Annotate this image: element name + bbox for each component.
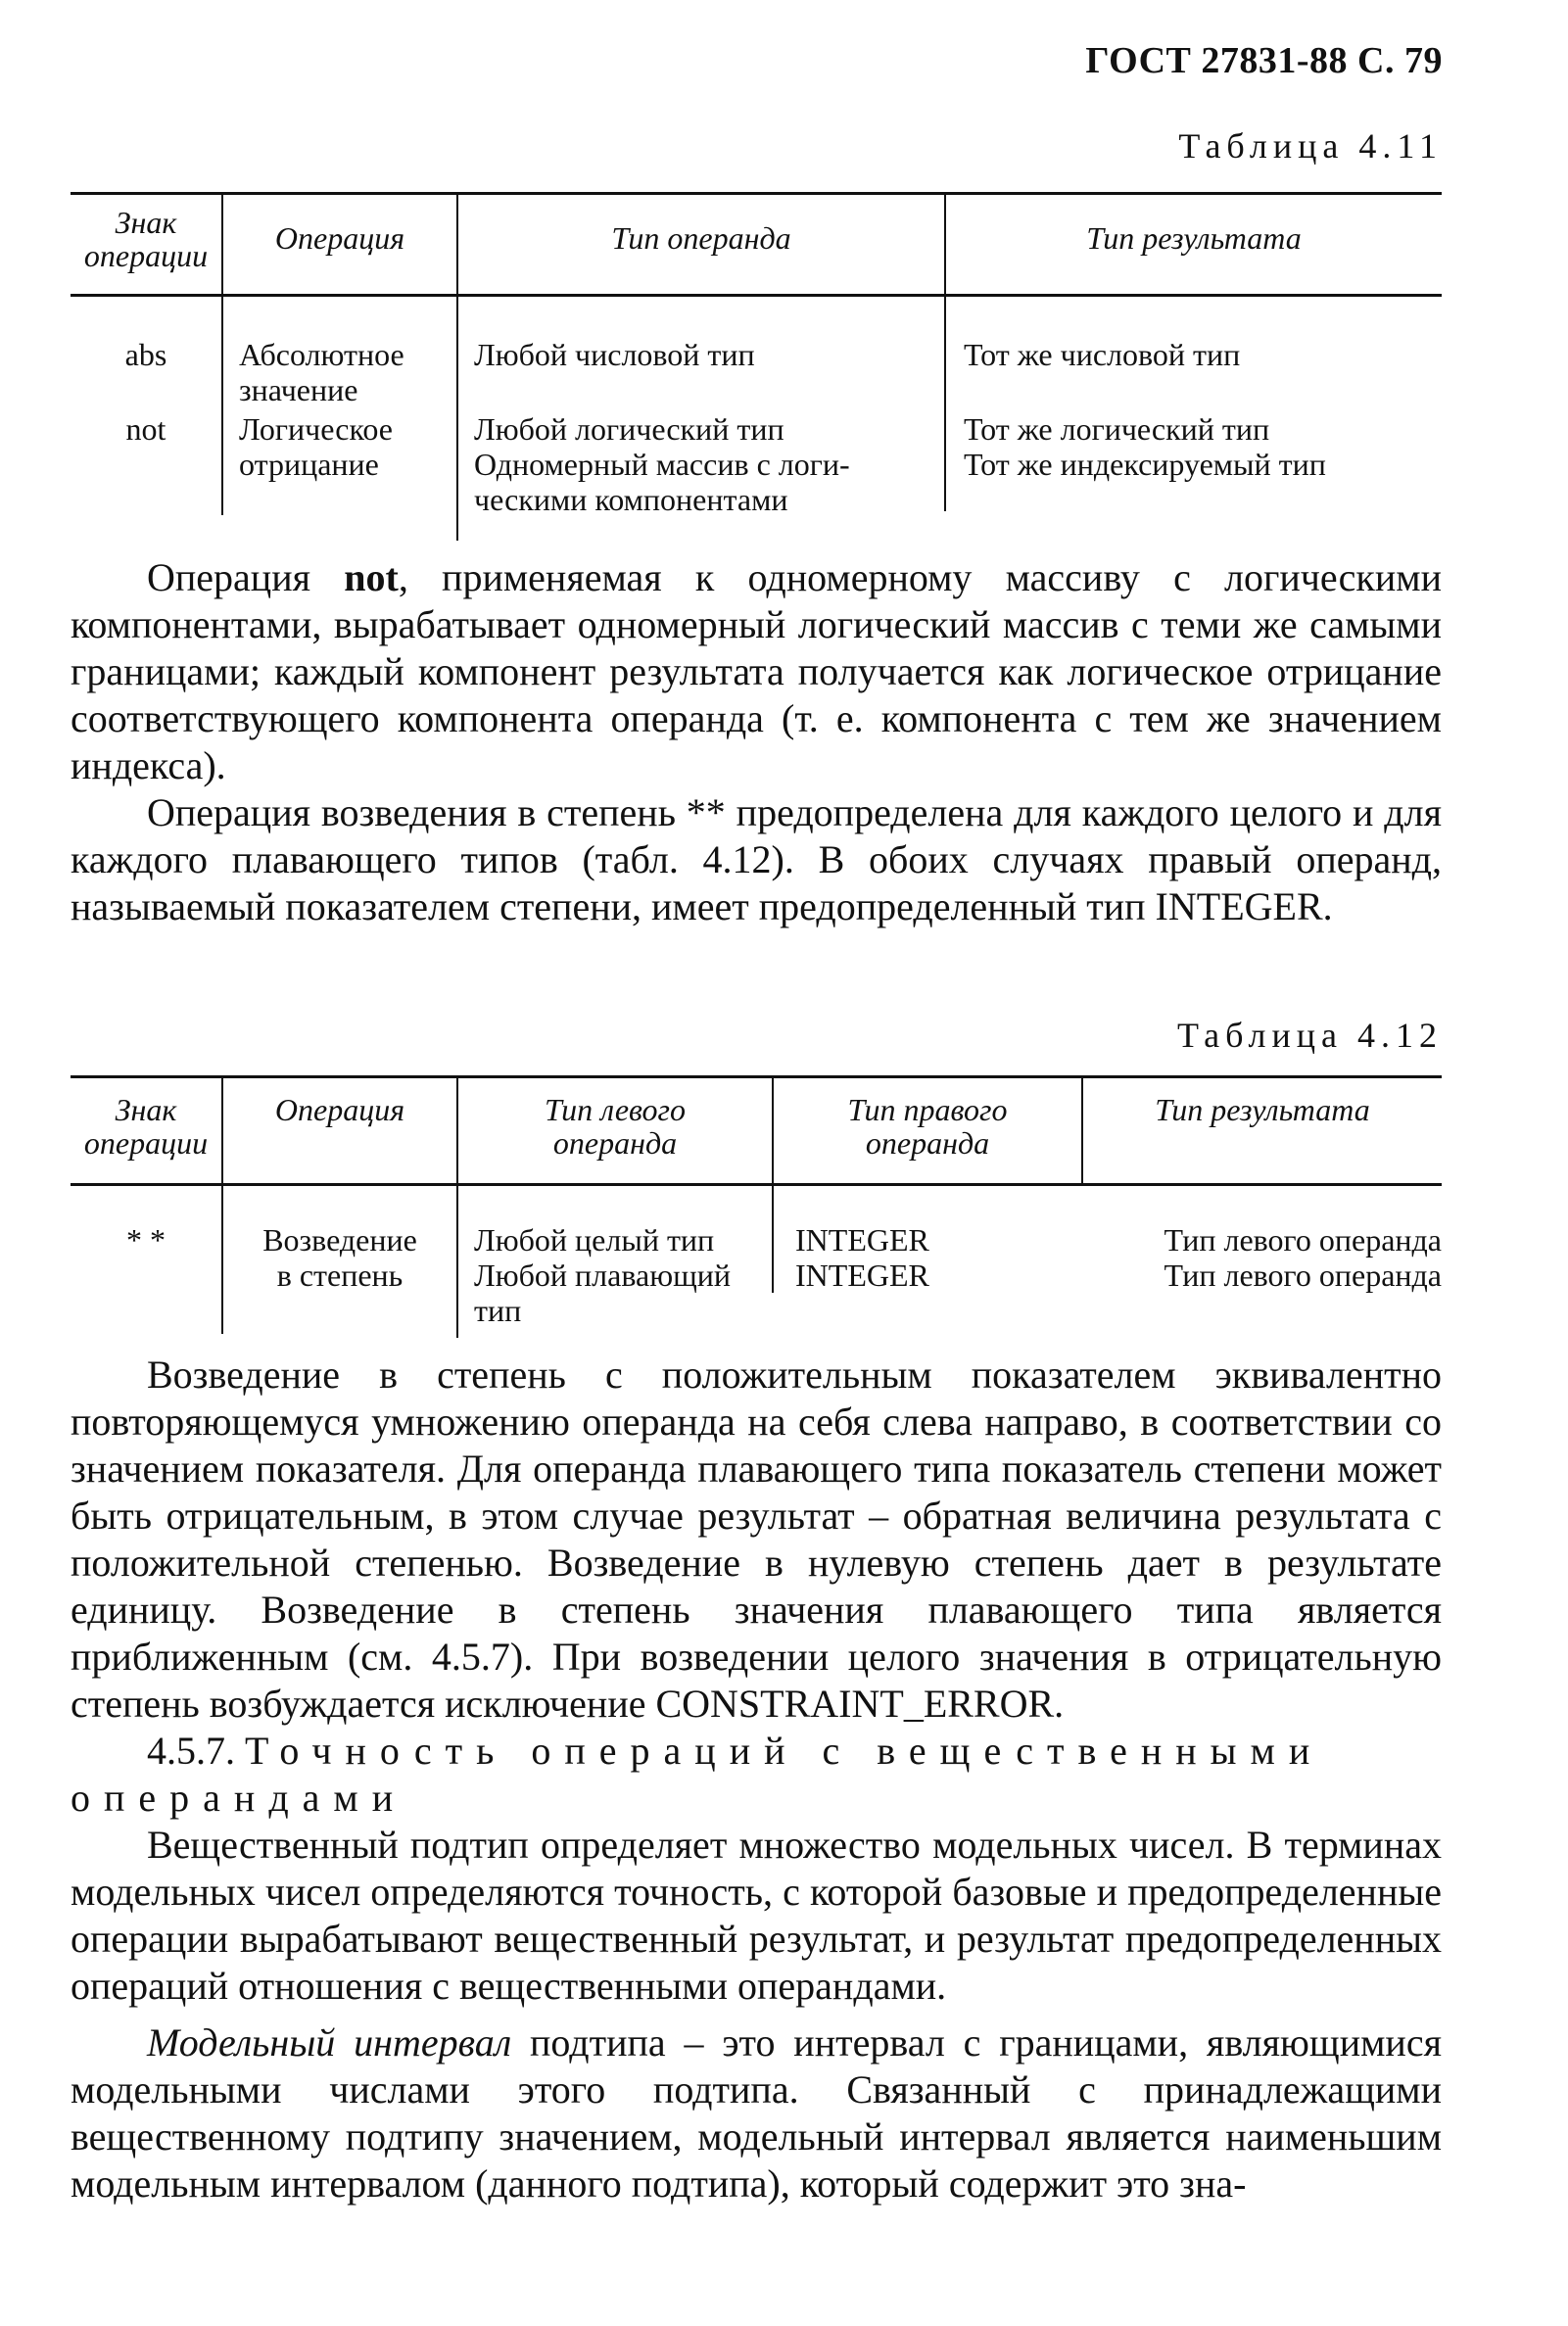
table-4-12 [71,1075,1442,1340]
table-cell-sign: abs [124,337,167,372]
table-header-rule [71,1183,1442,1186]
column-header-operation: Операция [274,220,405,256]
column-header-sign: Знак операции [83,1092,209,1161]
paragraph-text: подтипа – это интервал с границами, являющимися модельными числами этого подтипа. Связанный с принадлежащими вещественному подтипу значением, модельный интервал является наименьшим модельным интервалом (данного подтипа), который содержит это зна- [71,2020,1442,2206]
table-4-12-caption: Таблица 4.12 [1177,1016,1443,1055]
table-cell-result-type: Тот же числовой тип [964,337,1241,372]
table-cell-result-type: Тот же логический тип Тот же индексируемый тип [964,411,1326,482]
table-header-rule [71,294,1442,297]
column-header-left-operand: Тип левого операнда [545,1092,686,1161]
page-header: ГОСТ 27831-88 С. 79 [1085,40,1443,81]
table-cell-sign: not [125,411,166,447]
body-text-block-1 [71,554,1442,930]
column-header-sign: Знак операции [83,205,209,273]
table-cell-right-operand: INTEGER INTEGER [795,1222,929,1293]
table-top-rule [71,192,1442,195]
column-header-operand-type: Тип операнда [611,220,791,256]
column-header-right-operand: Тип правого операнда [847,1092,1008,1161]
paragraph-model-interval [71,2019,1442,2207]
paragraph-not-operation [71,554,1442,789]
table-cell-operand-type: Любой логический тип Одномерный массив с логи- ческими компонентами [474,411,850,517]
table-top-rule [71,1075,1442,1078]
section-title: Точность операций с вещественными операндами [71,1729,1324,1820]
column-header-result-type: Тип результата [1155,1092,1370,1127]
section-number: 4.5.7. [147,1729,235,1773]
table-cell-result-type: Тип левого операнда Тип левого операнда [1164,1222,1442,1293]
table-cell-left-operand: Любой целый тип Любой плавающий тип [474,1222,731,1328]
table-cell-sign: * * [126,1222,166,1258]
term-model-interval: Модельный интервал [147,2020,512,2065]
table-4-11-caption: Таблица 4.11 [1178,126,1443,166]
keyword-not: not [344,555,399,599]
column-header-result-type: Тип результата [1086,220,1302,256]
paragraph-text: , применяемая к одномерному массиву с логическими компонентами, вырабатывает одномерный логический массив с теми же самыми границами; каждый компонент результата получается как логическое отрицание соответствующего компонента операнда (т. е. компонента с тем же значением индекса). [71,555,1442,787]
column-divider [1081,1075,1083,1183]
table-cell-operation: Логическое отрицание [239,411,393,482]
body-text-block-2 [71,1352,1442,2207]
column-header-operation: Операция [274,1092,405,1127]
table-cell-operation: Возведение в степень [262,1222,417,1293]
table-cell-operation: Абсолютное значение [239,337,404,407]
table-4-11 [71,192,1442,545]
paragraph-exponent-operation: Операция возведения в степень ** предопределена для каждого целого и для каждого плавающего типов (табл. 4.12). В обоих случаях правый операнд, называемый показателем степени, имеет предопределенный тип INTEGER. [71,790,1442,928]
paragraph-exponent-semantics: Возведение в степень с положительным показателем эквивалентно повторяющемуся умножению операнда на себя слева направо, в соответствии со значением показателя. Для операнда плавающего типа показатель степени может быть отрицательным, в этом случае результат – обратная величина результата с положительной степенью. Возведение в нулевую степень дает в результате единицу. Возведение в степень значения плавающего типа является приближенным (см. 4.5.7). При возведении целого значения в отрицательную степень возбуждается исключение CONSTRAINT_ERROR. [71,1353,1442,1726]
paragraph-text: Операция [147,555,345,599]
section-heading [71,1728,1442,1822]
table-cell-operand-type: Любой числовой тип [474,337,755,372]
paragraph-real-subtype: Вещественный подтип определяет множество модельных чисел. В терминах модельных чисел определяются точность, с которой базовые и предопределенные операции вырабатывают вещественный результат, и результат предопределенных операций отношения с вещественными операндами. [71,1823,1442,2008]
